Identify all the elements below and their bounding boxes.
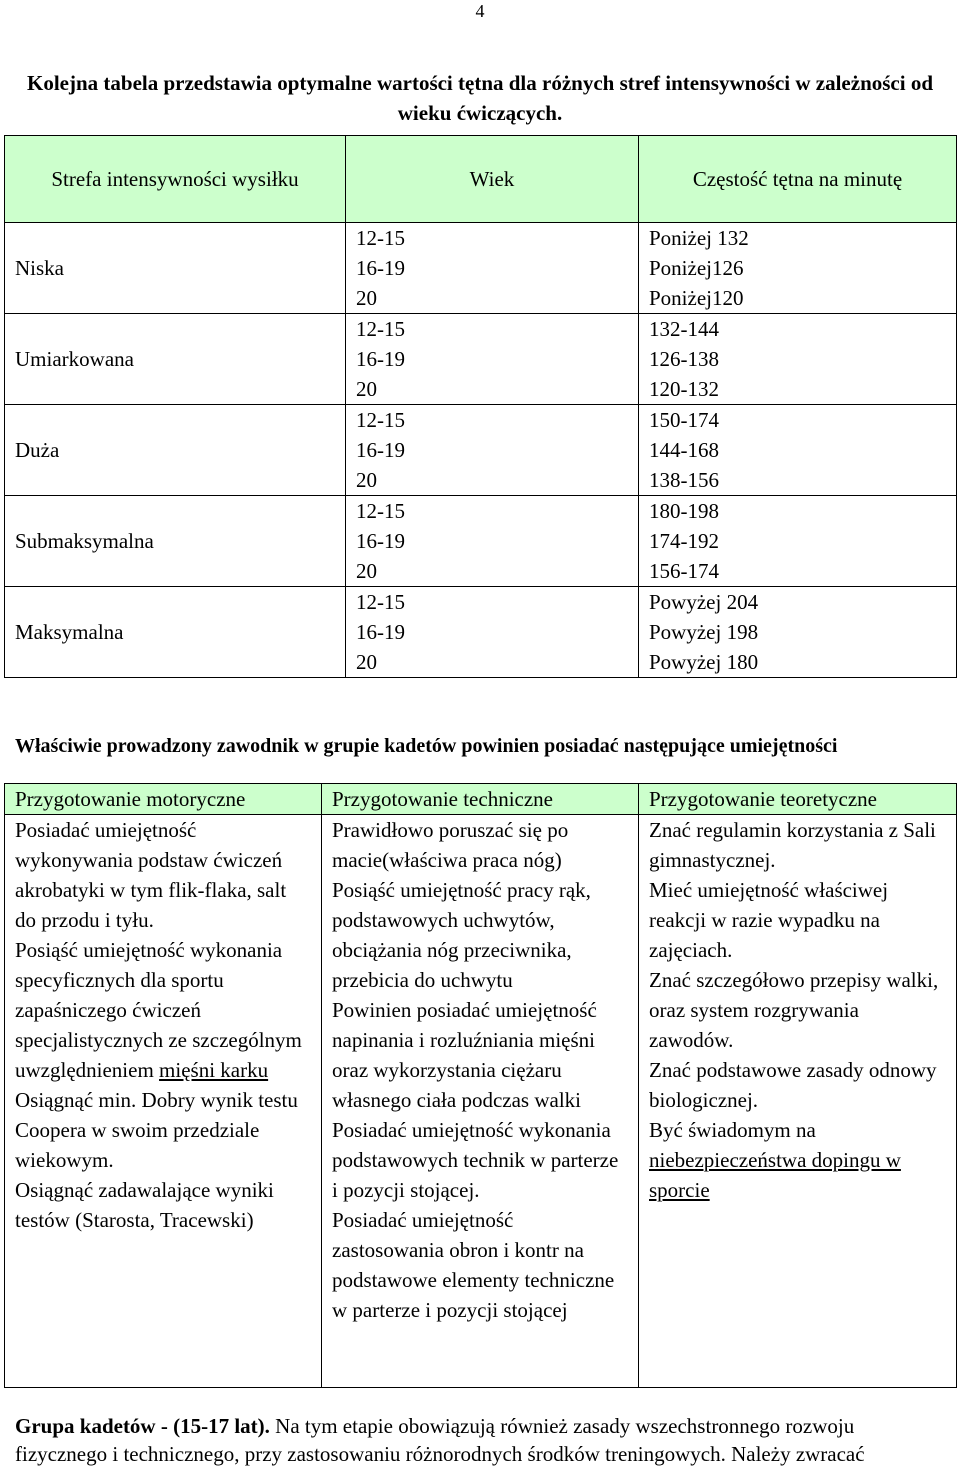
motor-skill-text: Posiąść umiejętność wykonania specyficznych dla sportu zapaśniczego ćwiczeń specjalistycznych ze szczególnym uwzględnieniem <box>15 938 302 1082</box>
motor-skill-underlined: mięśni karku <box>159 1058 269 1082</box>
age-value: 20 <box>356 559 377 583</box>
rate-value: 150-174 <box>649 408 719 432</box>
header-theory: Przygotowanie teoretyczne <box>639 784 957 815</box>
header-rate: Częstość tętna na minutę <box>639 136 957 223</box>
heart-rate-table-header <box>5 136 957 223</box>
age-value: 20 <box>356 286 377 310</box>
rate-value: 126-138 <box>649 347 719 371</box>
rate-value: Poniżej126 <box>649 256 744 280</box>
rate-value: 144-168 <box>649 438 719 462</box>
footer-paragraph <box>15 1412 945 1468</box>
motor-skill: Osiągnąć min. Dobry wynik testu Coopera w swoim przedziale wiekowym. <box>15 1088 298 1172</box>
technical-skill: Powinien posiadać umiejętność napinania i rozluźniania mięśni oraz wykorzystania ciężaru własnego ciała podczas walki <box>332 998 597 1112</box>
skills-table-body <box>5 815 957 1388</box>
technical-skill: Prawidłowo poruszać się po macie(właściwa praca nóg) <box>332 818 569 872</box>
rate-value: 132-144 <box>649 317 719 341</box>
theory-skill-text: Być świadomym na <box>649 1118 816 1142</box>
table-row <box>5 223 957 314</box>
rate-list <box>639 405 957 496</box>
table-row <box>5 405 957 496</box>
footer-bold-lead: Grupa kadetów - (15-17 lat). <box>15 1414 270 1438</box>
age-value: 16-19 <box>356 620 405 644</box>
zone-name: Niska <box>5 223 346 314</box>
motor-skill <box>15 935 311 1085</box>
motor-skills-cell <box>5 815 322 1388</box>
rate-list <box>639 496 957 587</box>
age-value: 12-15 <box>356 317 405 341</box>
age-list <box>346 223 639 314</box>
age-list <box>346 314 639 405</box>
rate-value: Powyżej 204 <box>649 590 759 614</box>
age-list <box>346 496 639 587</box>
age-value: 16-19 <box>356 529 405 553</box>
theory-skill: Znać szczegółowo przepisy walki, oraz system rozgrywania zawodów. <box>649 968 939 1052</box>
age-value: 20 <box>356 377 377 401</box>
zone-name: Umiarkowana <box>5 314 346 405</box>
rate-list <box>639 314 957 405</box>
technical-skills-cell <box>322 815 639 1388</box>
rate-list <box>639 587 957 678</box>
theory-skill: Znać regulamin korzystania z Sali gimnastycznej. <box>649 818 936 872</box>
theory-skill: Znać podstawowe zasady odnowy biologicznej. <box>649 1058 937 1112</box>
theory-skills-cell <box>639 815 957 1388</box>
age-list <box>346 405 639 496</box>
rate-value: Powyżej 180 <box>649 650 759 674</box>
motor-skill: Osiągnąć zadawalające wyniki testów (Starosta, Tracewski) <box>15 1178 274 1232</box>
header-motor: Przygotowanie motoryczne <box>5 784 322 815</box>
page-number: 4 <box>475 1 485 21</box>
skills-table-header <box>5 784 957 815</box>
age-value: 16-19 <box>356 347 405 371</box>
theory-skill-underlined: niebezpieczeństwa dopingu w sporcie <box>649 1148 901 1202</box>
age-value: 20 <box>356 468 377 492</box>
rate-value: 180-198 <box>649 499 719 523</box>
rate-value: 120-132 <box>649 377 719 401</box>
rate-value: Poniżej 132 <box>649 226 749 250</box>
table-row <box>5 314 957 405</box>
age-value: 16-19 <box>356 256 405 280</box>
theory-skill <box>649 1115 946 1205</box>
skills-heading: Właściwie prowadzony zawodnik w grupie kadetów powinien posiadać następujące umiejętności <box>15 735 838 757</box>
age-list <box>346 587 639 678</box>
zone-name: Duża <box>5 405 346 496</box>
age-value: 12-15 <box>356 408 405 432</box>
footer-text: Na tym etapie obowiązują również zasady wszechstronnego rozwoju fizycznego i technicznego, przy zastosowaniu różnorodnych środków treningowych. Należy zwracać <box>15 1414 865 1466</box>
motor-skill: Posiadać umiejętność wykonywania podstaw ćwiczeń akrobatyki w tym flik-flaka, salt do przodu i tyłu. <box>15 818 287 932</box>
technical-skill: Posiąść umiejętność pracy rąk, podstawowych uchwytów, obciążania nóg przeciwnika, przebicia do uchwytu <box>332 878 591 992</box>
technical-skill: Posiadać umiejętność wykonania podstawowych technik w parterze i pozycji stojącej. <box>332 1118 619 1202</box>
rate-value: 138-156 <box>649 468 719 492</box>
age-value: 16-19 <box>356 438 405 462</box>
age-value: 20 <box>356 650 377 674</box>
heart-rate-table <box>4 135 957 678</box>
rate-value: Powyżej 198 <box>649 620 759 644</box>
rate-value: 174-192 <box>649 529 719 553</box>
intro-paragraph: Kolejna tabela przedstawia optymalne wartości tętna dla różnych stref intensywności w zależności od wieku ćwiczących. <box>26 71 934 125</box>
header-age: Wiek <box>346 136 639 223</box>
technical-skill: Posiadać umiejętność zastosowania obron i kontr na podstawowe elementy techniczne w parterze i pozycji stojącej <box>332 1208 615 1322</box>
rate-list <box>639 223 957 314</box>
age-value: 12-15 <box>356 499 405 523</box>
header-technical: Przygotowanie techniczne <box>322 784 639 815</box>
age-value: 12-15 <box>356 226 405 250</box>
table-row <box>5 587 957 678</box>
age-value: 12-15 <box>356 590 405 614</box>
zone-name: Submaksymalna <box>5 496 346 587</box>
table-row <box>5 496 957 587</box>
zone-name: Maksymalna <box>5 587 346 678</box>
header-zone: Strefa intensywności wysiłku <box>5 136 346 223</box>
theory-skill: Mieć umiejętność właściwej reakcji w razie wypadku na zajęciach. <box>649 878 889 962</box>
skills-table <box>4 783 957 1388</box>
rate-value: Poniżej120 <box>649 286 744 310</box>
rate-value: 156-174 <box>649 559 719 583</box>
